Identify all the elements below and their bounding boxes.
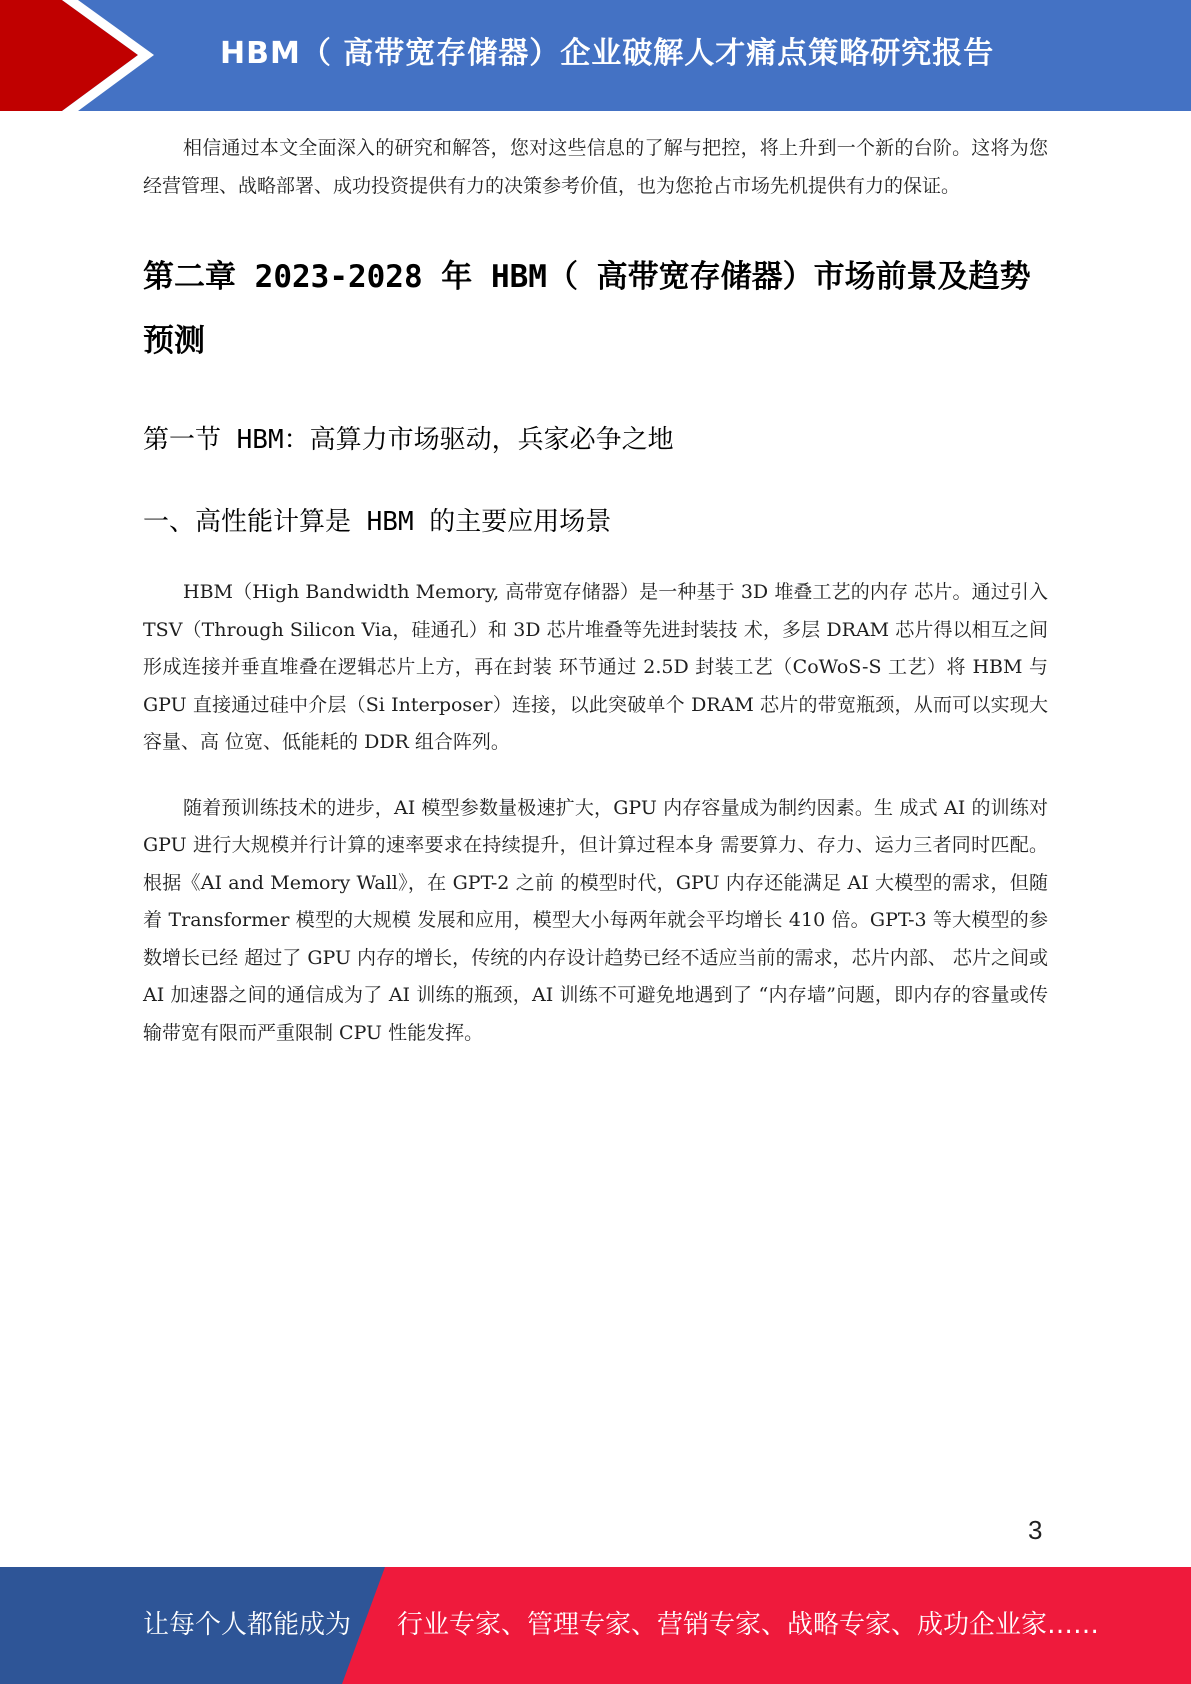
footer-slogan-left: 让每个人都能成为 (143, 1610, 352, 1640)
footer-slogan-right: 行业专家、管理专家、营销专家、战略专家、成功企业家…… (397, 1610, 1100, 1640)
page-header (0, 0, 1191, 111)
page-number: 3 (1028, 1515, 1043, 1545)
intro-paragraph: 相信通过本文全面深入的研究和解答，您对这些信息的了解与把控，将上升到一个新的台阶。这将为您经营管理、战略部署、成功投资提供有力的决策参考价值，也为您抢占市场先机提供有力的保证。 (143, 137, 1048, 197)
body-paragraph-1: HBM（High Bandwidth Memory, 高带宽存储器）是一种基于 3D 堆叠工艺的内存 芯片。通过引入 TSV（Through Silicon Via，硅通孔）和 3D 芯片堆叠等先进封装技 术，多层 DRAM 芯片得以相互之间形成连接并垂直堆叠在逻辑芯片上方，再在封装 环节通过 2.5D 封装工艺（CoWoS-S 工艺）将 HBM 与 GPU 直接通过硅中介层（Si Interposer）连接，以此突破单个 DRAM 芯片的带宽瓶颈，从而可以实现大容量、高 位宽、低能耗的 DDR 组合阵列。 (143, 581, 1048, 753)
main-content (143, 130, 1048, 1052)
section-title: 第一节 HBM：高算力市场驱动，兵家必争之地 (143, 425, 674, 455)
body-paragraph-2: 随着预训练技术的进步，AI 模型参数量极速扩大，GPU 内存容量成为制约因素。生 成式 AI 的训练对 GPU 进行大规模并行计算的速率要求在持续提升，但计算过程本身 需要算力、存力、运力三者同时匹配。根据《AI and Memory Wall》，在 GPT-2 之前 的模型时代，GPU 内存还能满足 AI 大模型的需求，但随着 Transformer 模型的大规模 发展和应用，模型大小每两年就会平均增长 410 倍。GPT-3 等大模型的参数增长已经 超过了 GPU 内存的增长，传统的内存设计趋势已经不适应当前的需求，芯片内部、 芯片之间或 AI 加速器之间的通信成为了 AI 训练的瓶颈，AI 训练不可避免地遇到了 “内存墙”问题，即内存的容量或传输带宽有限而严重限制 CPU 性能发挥。 (143, 796, 1048, 1044)
header-title: HBM（ 高带宽存储器）企业破解人才痛点策略研究报告 (220, 36, 995, 71)
page-footer (0, 1567, 1191, 1684)
chapter-title: 第二章 2023-2028 年 HBM（ 高带宽存储器）市场前景及趋势预测 (143, 259, 1031, 359)
subsection-title: 一、高性能计算是 HBM 的主要应用场景 (143, 507, 612, 537)
